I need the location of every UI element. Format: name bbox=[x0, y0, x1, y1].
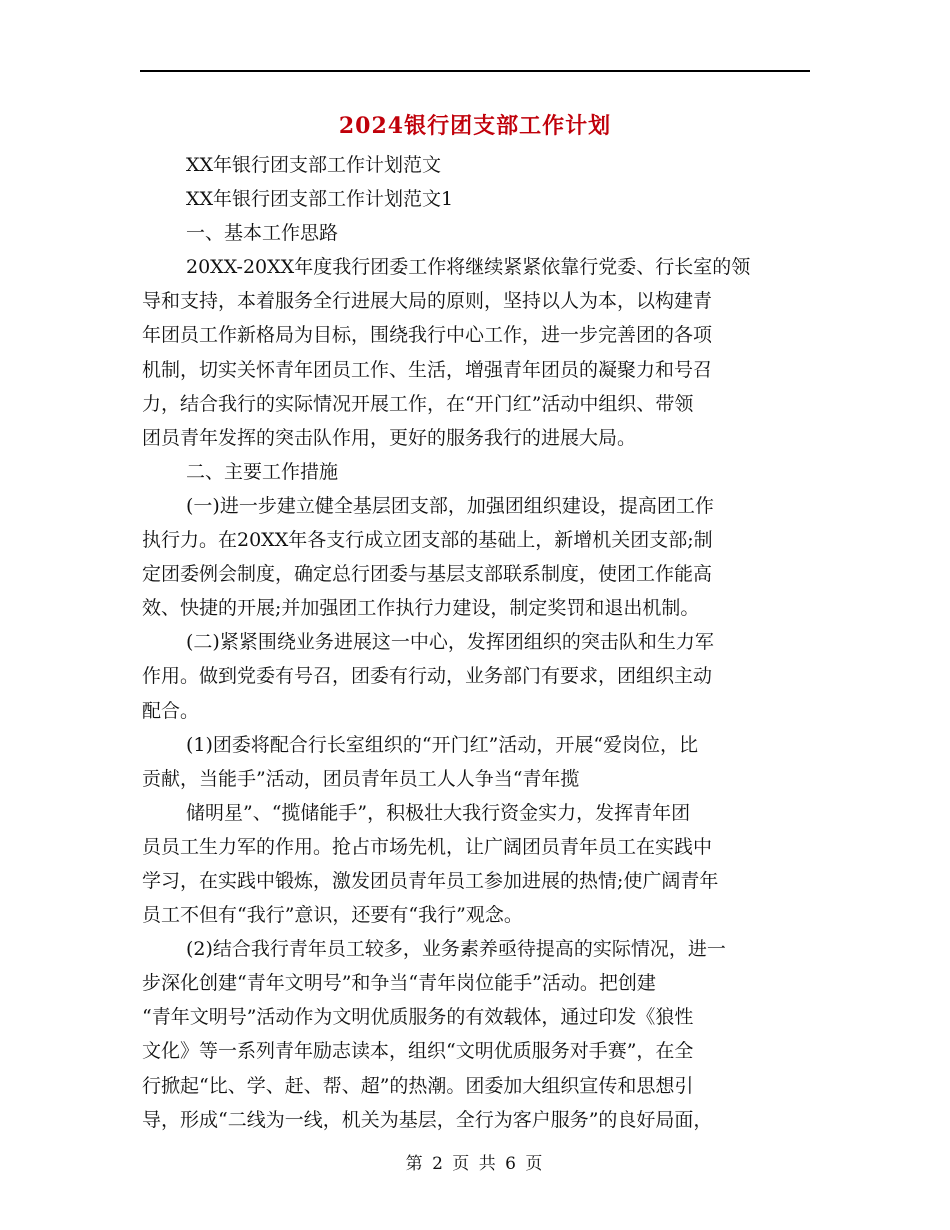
text-line: 文化》等一系列青年励志读本，组织“文明优质服务对手赛”，在全 bbox=[142, 1040, 694, 1063]
document-body bbox=[142, 148, 814, 1137]
header-rule bbox=[140, 70, 810, 72]
text-line: 年团员工作新格局为目标，围绕我行中心工作，进一步完善团的各项 bbox=[142, 324, 713, 347]
text-line: 20XX-20XX年度我行团委工作将继续紧紧依靠行党委、行长室的领 bbox=[186, 256, 751, 279]
text-line: 效、快捷的开展;并加强团工作执行力建设，制定奖罚和退出机制。 bbox=[142, 597, 700, 620]
text-line: 执行力。在20XX年各支行成立团支部的基础上，新增机关团支部;制 bbox=[142, 529, 713, 552]
text-line: 一、基本工作思路 bbox=[186, 222, 339, 245]
text-line: 二、主要工作措施 bbox=[186, 460, 339, 483]
page-number-footer: 第 2 页 共 6 页 bbox=[405, 1154, 545, 1174]
text-line: 导和支持，本着服务全行进展大局的原则，坚持以人为本，以构建青 bbox=[142, 290, 713, 313]
text-line: XX年银行团支部工作计划范文 bbox=[186, 154, 442, 176]
text-line: 贡献，当能手”活动，团员青年员工人人争当“青年揽 bbox=[142, 767, 580, 790]
document-title: 2024银行团支部工作计划 bbox=[338, 113, 612, 139]
text-line: 行掀起“比、学、赶、帮、超”的热潮。团委加大组织宣传和思想引 bbox=[142, 1074, 694, 1097]
text-line: (二)紧紧围绕业务进展这一中心，发挥团组织的突击队和生力军 bbox=[186, 631, 714, 654]
text-line: 定团委例会制度，确定总行团委与基层支部联系制度，使团工作能高 bbox=[142, 563, 713, 586]
text-line: 力，结合我行的实际情况开展工作，在“开门红”活动中组织、带领 bbox=[142, 392, 694, 415]
text-line: 导，形成“二线为一线，机关为基层，全行为客户服务”的良好局面， bbox=[142, 1108, 713, 1131]
text-line: 员员工生力军的作用。抢占市场先机，让广阔团员青年员工在实践中 bbox=[142, 835, 713, 858]
text-line: 学习，在实践中锻炼，激发团员青年员工参加进展的热情;使广阔青年 bbox=[142, 869, 719, 892]
text-line: (1)团委将配合行长室组织的“开门红”活动，开展“爱岗位，比 bbox=[186, 733, 699, 756]
text-line: 团员青年发挥的突击队作用，更好的服务我行的进展大局。 bbox=[142, 426, 637, 449]
text-line: (2)结合我行青年员工较多，业务素养亟待提高的实际情况，进一 bbox=[186, 938, 726, 961]
text-line: XX年银行团支部工作计划范文1 bbox=[186, 188, 454, 211]
text-line: 步深化创建“青年文明号”和争当“青年岗位能手”活动。把创建 bbox=[142, 972, 656, 995]
text-line: (一)进一步建立健全基层团支部，加强团组织建设，提高团工作 bbox=[186, 494, 714, 517]
text-line: 员工不但有“我行”意识，还要有“我行”观念。 bbox=[142, 904, 523, 927]
text-line: “青年文明号”活动作为文明优质服务的有效载体，通过印发《狼性 bbox=[142, 1006, 694, 1029]
text-line: 储明星”、“揽储能手”，积极壮大我行资金实力，发挥青年团 bbox=[186, 801, 691, 824]
text-line: 机制，切实关怀青年团员工作、生活，增强青年团员的凝聚力和号召 bbox=[142, 358, 713, 381]
text-line: 配合。 bbox=[142, 699, 200, 722]
text-line: 作用。做到党委有号召，团委有行动，业务部门有要求，团组织主动 bbox=[142, 665, 713, 688]
